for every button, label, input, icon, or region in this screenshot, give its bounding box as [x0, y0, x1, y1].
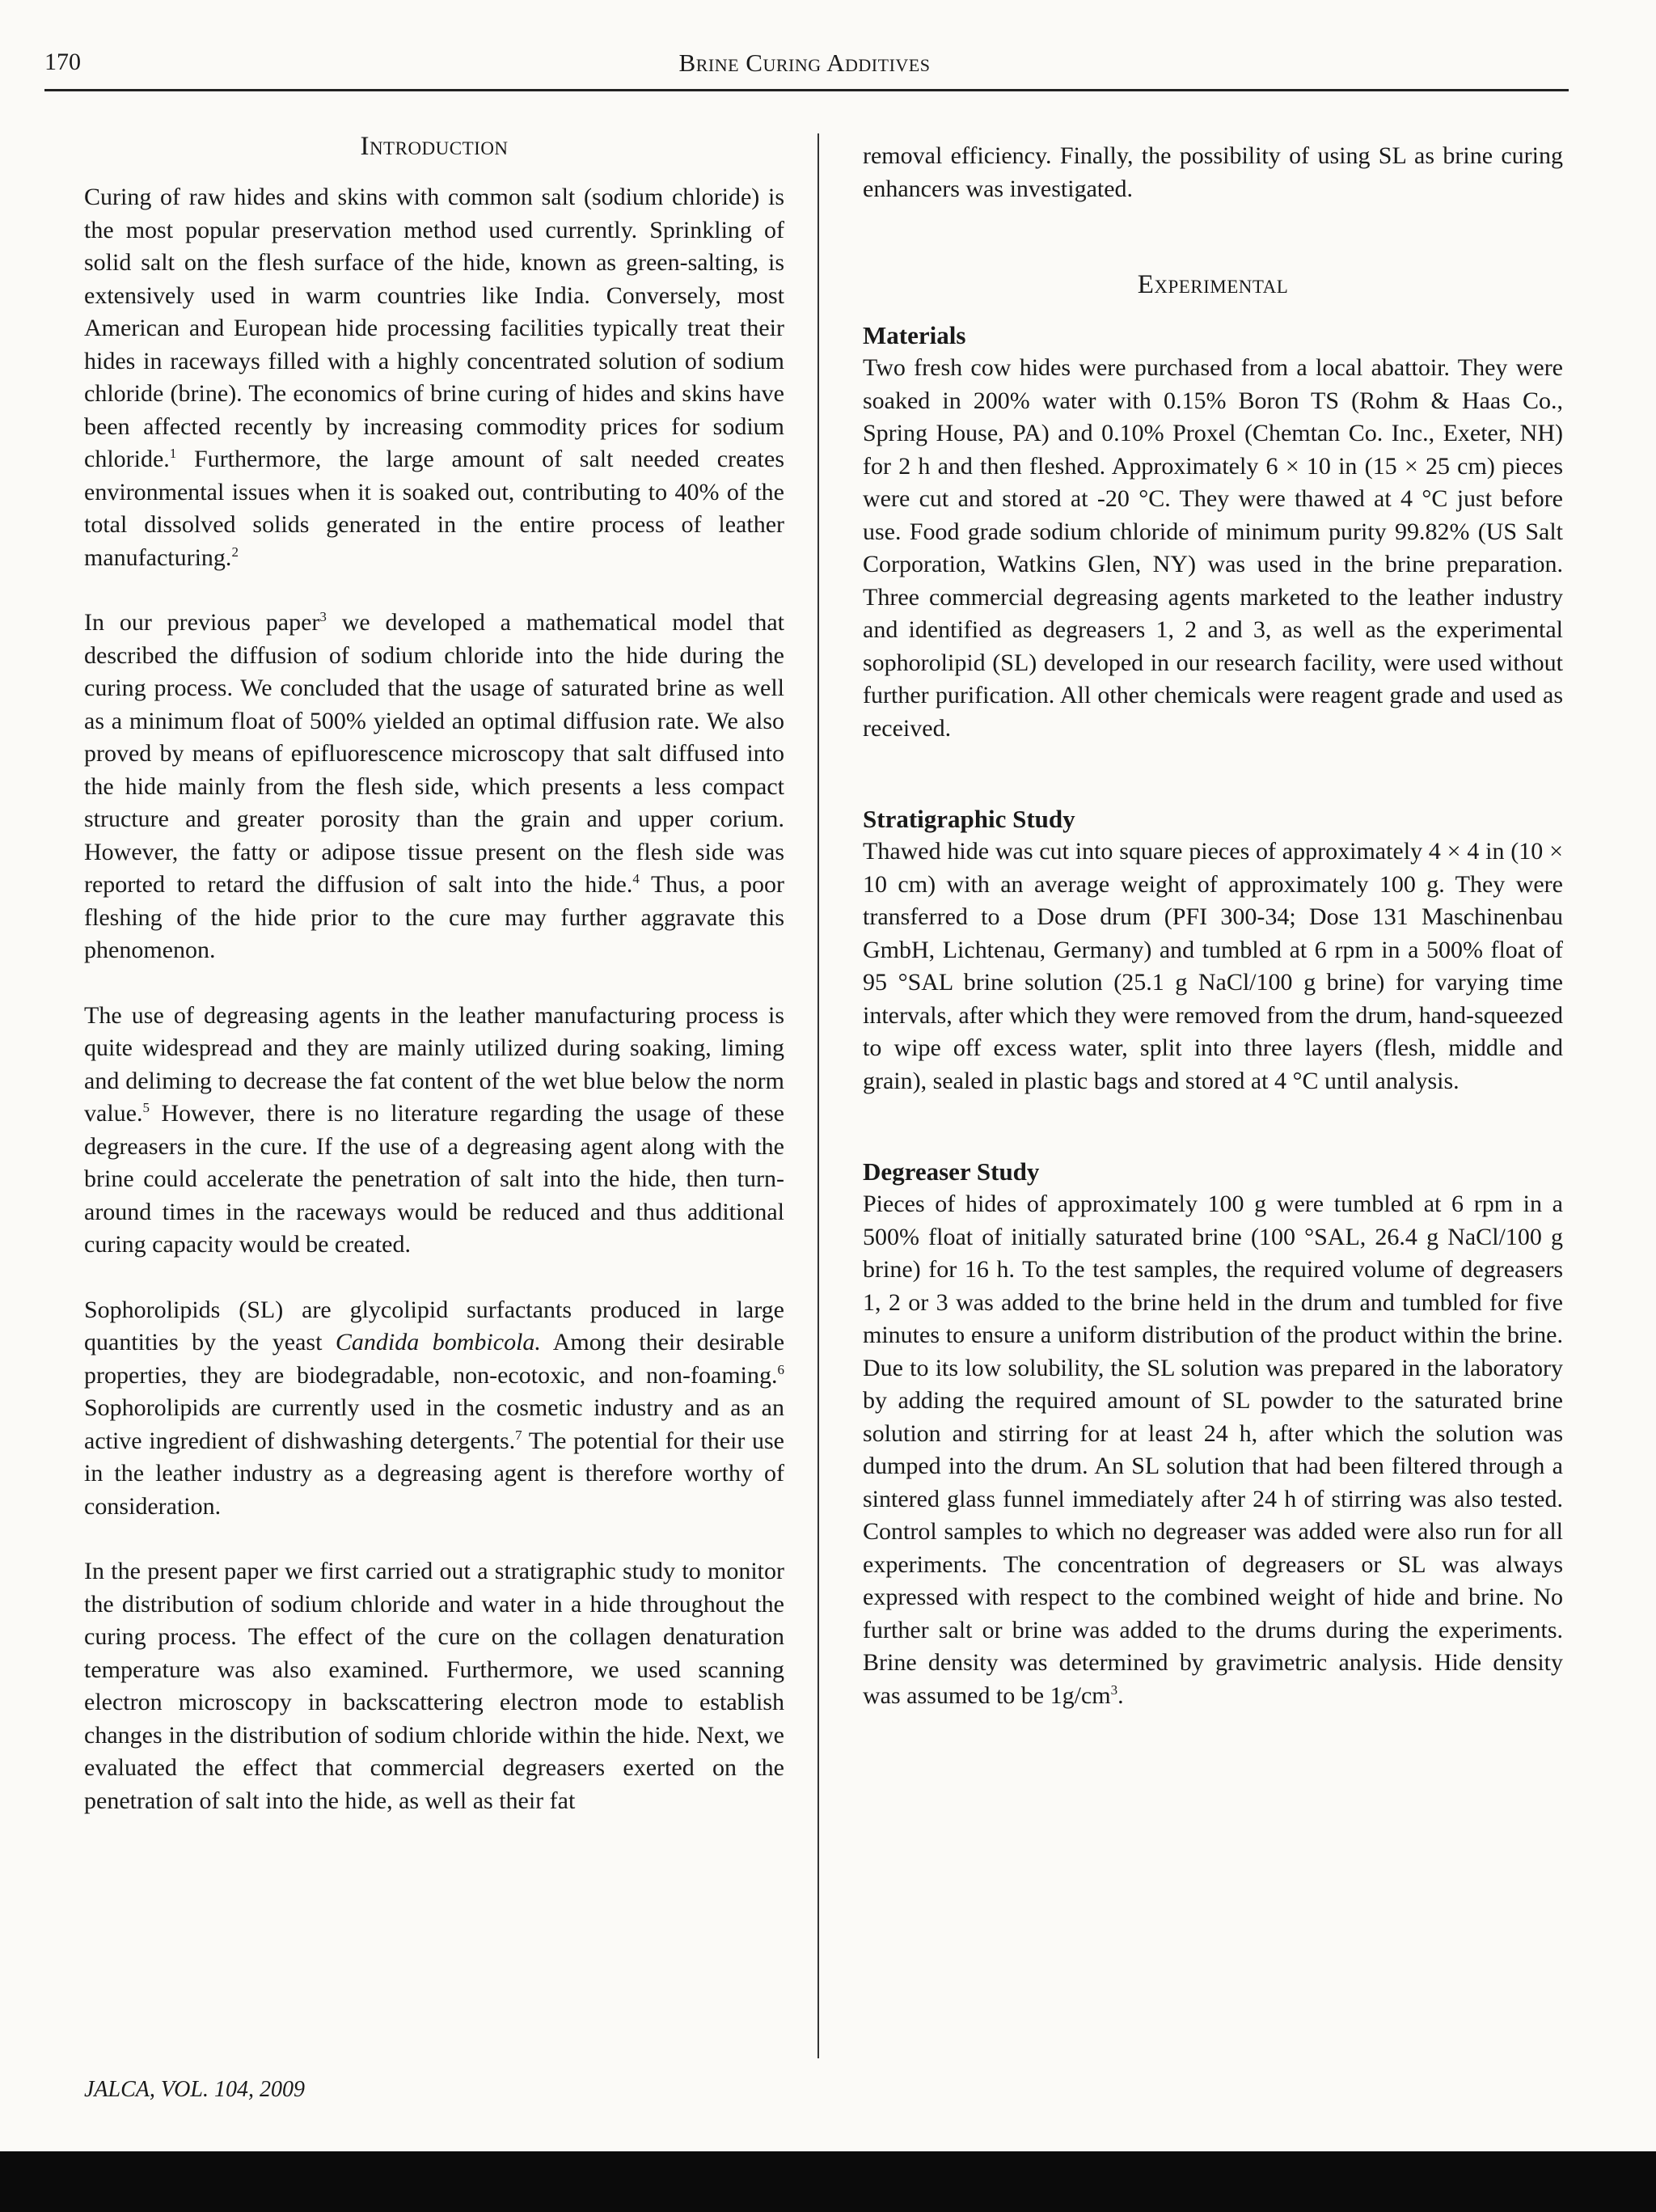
page-header	[44, 42, 1565, 82]
intro-paragraph-1: Curing of raw hides and skins with common salt (sodium chloride) is the most popular preservation method used currently. Sprinkling of solid salt on the flesh surface of the hide, known as green-salting, is extensively used in warm countries like India. Conversely, most American and European hide processing facilities typically treat their hides in raceways filled with a highly concentrated solution of sodium chloride (brine). The economics of brine curing of hides and skins have been affected recently by increasing commodity prices for sodium chloride.$^1$ Furthermore, the large amount of salt needed creates environmental issues when it is soaked out, contributing to 40% of the total dissolved solids generated in the entire process of leather manufacturing.$^2$	[84, 184, 784, 571]
right-column	[863, 125, 1563, 1712]
reference-marker: 1	[169, 446, 177, 461]
materials-paragraph: Two fresh cow hides were purchased from a local abattoir. They were soaked in 200% water with 0.15% Boron TS (Rohm & Haas Co., Spring House, PA) and 0.10% Proxel (Chemtan Co. Inc., Exeter, NH) for 2 h and then fleshed. Approximately 6 × 10 in (15 × 25 cm) pieces were cut and stored at -20 °C. They were thawed at 4 °C just before use. Food grade sodium chloride of minimum purity 99.82% (US Salt Corporation, Watkins Glen, NY) was used in the brine preparation. Three commercial degreasing agents marketed to the leather industry and identified as degreasers 1, 2 and 3, as well as the experimental sophorolipid (SL) developed in our research facility, were used without further purification. All other chemicals were reagent grade and used as received.	[863, 354, 1563, 742]
materials-subheading: Materials	[863, 321, 966, 349]
stratigraphic-paragraph: Thawed hide was cut into square pieces of approximately 4 × 4 in (10 × 10 cm) with an average weight of approximately 100 g. They were transferred to a Dose drum (PFI 300-34; Dose 131 Maschinenbau GmbH, Lichtenau, Germany) and tumbled at 6 rpm in a 500% float of 95 °SAL brine solution (25.1 g NaCl/100 g brine) for varying time intervals, after which they were removed from the drum, hand-squeezed to wipe off excess water, split into three layers (flesh, middle and grain), sealed in plastic bags and stored at 4 °C until analysis.	[863, 838, 1563, 1094]
page-number: 170	[44, 49, 81, 75]
scan-edge-band	[0, 2151, 1656, 2212]
reference-marker: 4	[632, 871, 640, 886]
reference-marker: 7	[515, 1427, 522, 1443]
running-head: Brine Curing Additives	[678, 49, 931, 77]
intro-paragraph-4: Sophorolipids (SL) are glycolipid surfactants produced in large quantities by the yeast Candida bombicola. Among their desirable properties, they are biodegradable, non-ecotoxic, and non-foaming.$^6$ Sophorolipids are currently used in the cosmetic industry and as an active ingredient of dishwashing detergents.$^7$ The potential for their use in the leather industry as a degreasing agent is therefore worthy of consideration.	[84, 1296, 785, 1520]
intro-paragraph-5: In the present paper we first carried out a stratigraphic study to monitor the distribution of sodium chloride and water in a hide throughout the curing process. The effect of the cure on the collagen denaturation temperature was also examined. Furthermore, we used scanning electron microscopy in backscattering electron mode to establish changes in the distribution of sodium chloride within the hide. Next, we evaluated the effect that commercial degreasers exerted on the penetration of salt into the hide, as well as their fat	[84, 1558, 784, 1814]
degreaser-subheading: Degreaser Study	[863, 1157, 1040, 1186]
header-rule	[44, 89, 1569, 91]
experimental-heading: Experimental	[1137, 270, 1289, 299]
journal-footer: JALCA, VOL. 104, 2009	[84, 2077, 305, 2102]
reference-marker: 6	[777, 1361, 784, 1377]
reference-marker: 3	[319, 609, 327, 624]
intro-paragraph-2: In our previous paper$^3$ we developed a mathematical model that described the diffusion of sodium chloride into the hide during the curing process. We concluded that the usage of saturated brine as well as a minimum float of 500% yielded an optimal diffusion rate. We also proved by means of epifluorescence microscopy that salt diffused into the hide mainly from the flesh side, which presents a less compact structure and greater porosity than the grain and upper corium. However, the fatty or adipose tissue present on the flesh side was reported to retard the diffusion of salt into the hide.$^4$ Thus, a poor fleshing of the hide prior to the cure may further aggravate this phenomenon.	[84, 609, 784, 963]
column-divider	[817, 133, 819, 2058]
introduction-heading: Introduction	[360, 132, 509, 161]
intro-paragraph-3: The use of degreasing agents in the leather manufacturing process is quite widespread and they are mainly utilized during soaking, liming and deliming to decrease the fat content of the wet blue below the norm value.$^5$ However, there is no literature regarding the usage of these degreasers in the cure. If the use of a degreasing agent along with the brine could accelerate the penetration of salt into the hide, then turn-around times in the raceways would be reduced and thus additional curing capacity would be created.	[84, 1001, 784, 1258]
reference-marker: 2	[231, 543, 239, 560]
species-name: Candida bombicola.	[335, 1329, 541, 1356]
intro-continuation: removal efficiency. Finally, the possibility of using SL as brine curing enhancers was investigated.	[863, 142, 1563, 202]
reference-marker: 5	[142, 1100, 150, 1115]
degreaser-paragraph: Pieces of hides of approximately 100 g were tumbled at 6 rpm in a 500% float of initially saturated brine (100 °SAL, 26.4 g NaCl/100 g brine) for 16 h. To the test samples, the required volume of degreasers 1, 2 or 3 was added to the brine held in the drum and tumbled for five minutes to ensure a uniform distribution of the product within the brine. Due to its low solubility, the SL solution was prepared in the laboratory by adding the required amount of SL powder to the saturated brine solution and stirring for at least 24 h, after which the solution was dumped into the drum. An SL solution that had been filtered through a sintered glass funnel immediately after 24 h of stirring was also tested. Control samples to which no degreaser was added were also run for all experiments. The concentration of degreasers or SL was always expressed with respect to the combined weight of hide and brine. No further salt or brine was added to the drums during the experiments. Brine density was determined by gravimetric analysis. Hide density was assumed to be $1g/cm^3$.	[863, 1191, 1563, 1709]
left-column	[84, 125, 784, 1817]
stratigraphic-subheading: Stratigraphic Study	[863, 805, 1075, 833]
